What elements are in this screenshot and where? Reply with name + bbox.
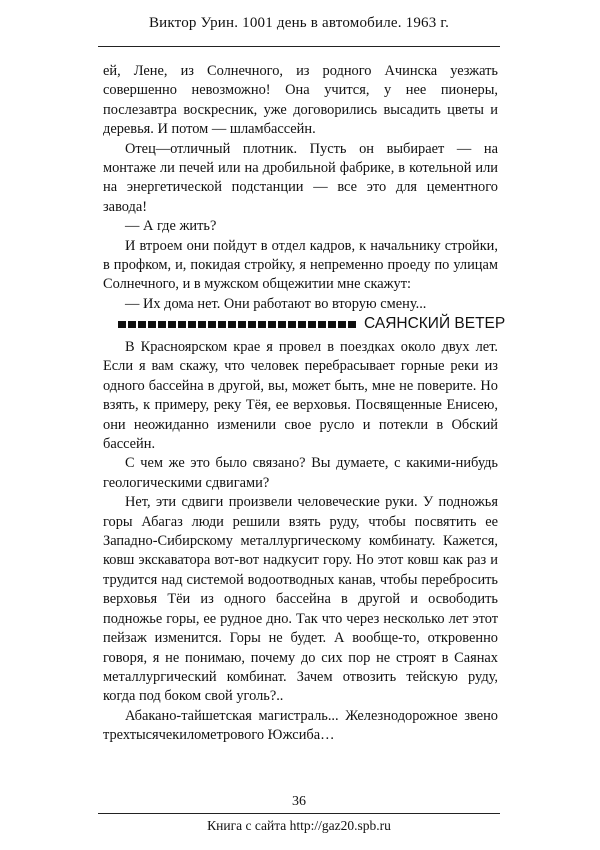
footer-source-text: Книга с сайта http://gaz20.spb.ru (207, 818, 391, 833)
section-heading (118, 313, 506, 335)
paragraph: ей, Лене, из Солнечного, из родного Ачинска уезжать совершенно невозможно! Она учится, у нее пионеры, послезавтра воскресник, уже договорились высадить цветы и деревья. И потом — шламбассейн. (103, 63, 498, 138)
page-footer (98, 813, 500, 838)
page-number: 36 (292, 794, 306, 809)
paragraph: Нет, эти сдвиги произвели человеческие руки. У подножья горы Абагаз люди решили взять руду, чтобы посвятить ее Западно-Сибирскому металлургическому комбинату. Кажется, ковш экскаватора вот-вот надкусит гору. Но этот ковш как раз и трудится над системой водоотводных канав, чтобы перебросить верховья Тёи из одного бассейна в другой и освободить подножье горы, ее рудное дно. Так что через несколько лет этот пейзаж изменится. Горы не будет. А вообще-то, откровенно говоря, я не понимаю, почему до сих пор не строят в Саянах металлургический комбинат. Зачем отвозить тейскую руду, когда под боком свой уголь?.. (103, 494, 498, 705)
paragraph: И втроем они пойдут в отдел кадров, к начальнику стройки, в профком, и, покидая стройку, я непременно проеду по улицам Солнечного, и в мужском общежитии мне скажут: (103, 237, 498, 293)
page-header (98, 0, 500, 47)
paragraph: Абакано-тайшетская магистраль... Железнодорожное звено трехтысячекилометрового Южсиба… (103, 707, 498, 744)
text-block-bottom (103, 338, 498, 746)
paragraph: В Красноярском крае я провел в поездках около двух лет. Если я вам скажу, что человек перебрасывает горные реки из одного бассейна в другой, вы, может быть, мне не поверите. Но взять, к примеру, реку Тёя, ее верховья. Посвященные Енисею, они неожиданно изменили свое русло и потекли в Обский бассейн. (103, 339, 498, 453)
text-block-top (103, 62, 498, 314)
book-title: Виктор Урин. 1001 день в автомобиле. 1963 г. (148, 14, 450, 31)
paragraph: С чем же это было связано? Вы думаете, с какими-нибудь геологическими сдвигами? (103, 455, 498, 491)
section-title: САЯНСКИЙ ВЕТЕР (364, 315, 506, 332)
section-divider-bar (118, 321, 356, 328)
paragraph: — Их дома нет. Они работают во вторую смену... (125, 295, 427, 312)
paragraph: Отец—отличный плотник. Пусть он выбирает — на монтаже ли печей или на дробильной фабрике, в котельной или на энергетической подстанции — все это для цементного завода! (103, 140, 498, 215)
paragraph: — А где жить? (125, 218, 217, 235)
